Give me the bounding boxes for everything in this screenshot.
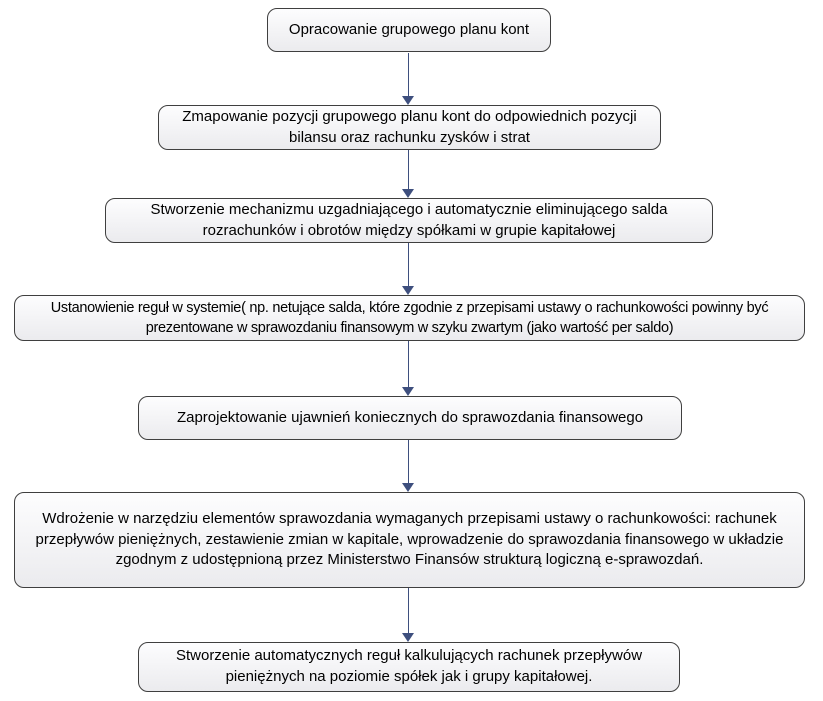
arrow-down-icon-2 [402, 150, 415, 198]
arrow-down-icon-1 [402, 53, 415, 105]
flow-step-6 [14, 492, 805, 588]
arrow-down-icon-4 [402, 341, 415, 396]
arrow-down-icon-5 [402, 440, 415, 492]
flow-step-2-text: Zmapowanie pozycji grupowego planu kont do odpowiednich pozycji bilansu oraz rachunku zysków i strat [182, 107, 637, 146]
arrow-down-icon-6 [402, 588, 415, 642]
flow-step-3 [105, 198, 713, 243]
flow-step-7-text: Stworzenie automatycznych reguł kalkulujących rachunek przepływów pieniężnych na poziomie spółek jak i grupy kapitałowej. [175, 647, 643, 685]
arrow-down-icon-3 [402, 243, 415, 295]
flow-step-7 [138, 642, 680, 692]
flow-step-5 [138, 396, 682, 440]
flow-step-4-text: Ustanowienie reguł w systemie( np. netujące salda, które zgodnie z przepisami ustawy o rachunkowości powinny być prezentowane w sprawozdaniu finansowym w szyku zwartym (jako wartość per saldo) [50, 300, 769, 336]
flow-step-6-text: Wdrożenie w narzędziu elementów sprawozdania wymaganych przepisami ustawy o rachunkowości: rachunek przepływów pieniężnych, zestawienie zmian w kapitale, wprowadzenie do sprawozdania finansowego w układzie zgodnym z udostępnioną przez Ministerstwo Finansów strukturą logiczną e-sprawozdań. [35, 509, 784, 569]
flow-step-1-text: Opracowanie grupowego planu kont [288, 20, 530, 38]
flow-step-4 [14, 295, 805, 341]
flow-step-1 [267, 8, 551, 52]
flow-step-3-text: Stworzenie mechanizmu uzgadniającego i automatycznie eliminującego salda rozrachunków i obrotów między spółkami w grupie kapitałowej [150, 200, 668, 239]
flow-step-5-text: Zaprojektowanie ujawnień koniecznych do sprawozdania finansowego [176, 408, 644, 426]
flow-step-2 [158, 105, 661, 150]
